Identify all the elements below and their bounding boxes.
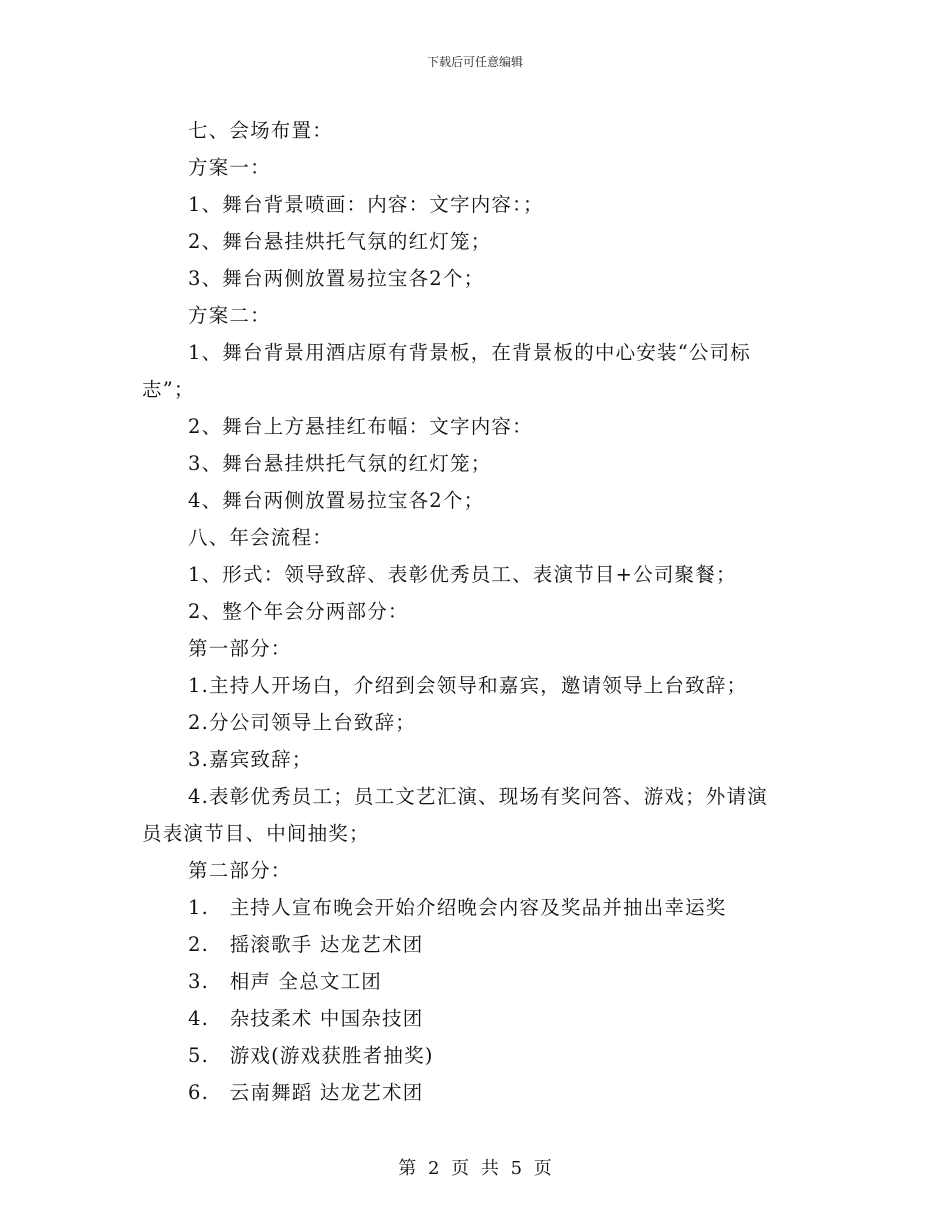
paragraph-line: 员表演节目、中间抽奖； <box>142 822 370 845</box>
paragraph-line: 4. 杂技柔术 中国杂技团 <box>188 1007 424 1030</box>
paragraph-line: 2、舞台悬挂烘托气氛的红灯笼； <box>188 230 492 253</box>
paragraph-line: 方案一： <box>188 156 271 179</box>
paragraph-line: 2. 摇滚歌手 达龙艺术团 <box>188 933 424 956</box>
paragraph-line: 2.分公司领导上台致辞； <box>188 711 417 734</box>
paragraph-line: 第一部分： <box>188 637 292 660</box>
paragraph-line: 1、舞台背景喷画：内容：文字内容：； <box>188 193 544 216</box>
paragraph-line: 3、舞台悬挂烘托气氛的红灯笼； <box>188 452 492 475</box>
paragraph-line: 6. 云南舞蹈 达龙艺术团 <box>188 1081 424 1104</box>
paragraph-line: 4、舞台两侧放置易拉宝各2个； <box>188 489 485 512</box>
paragraph-line: 5. 游戏(游戏获胜者抽奖) <box>188 1044 434 1067</box>
paragraph-line: 1、舞台背景用酒店原有背景板，在背景板的中心安装“公司标 <box>188 341 751 364</box>
paragraph-line: 3.嘉宾致辞； <box>188 748 313 771</box>
page-header-note: 下载后可任意编辑 <box>426 55 523 69</box>
paragraph-line: 3. 相声 全总文工团 <box>188 970 383 993</box>
paragraph-line: 3、舞台两侧放置易拉宝各2个； <box>188 267 485 290</box>
paragraph-line: 4.表彰优秀员工；员工文艺汇演、现场有奖问答、游戏；外请演 <box>188 785 768 808</box>
paragraph-line: 2、整个年会分两部分： <box>188 600 409 623</box>
paragraph-line: 七、会场布置： <box>188 119 333 142</box>
paragraph-line: 志”； <box>142 378 195 401</box>
page-number: 第 2 页 共 5 页 <box>398 1158 552 1179</box>
paragraph-line: 方案二： <box>188 304 271 327</box>
paragraph-line: 1. 主持人宣布晚会开始介绍晚会内容及奖品并抽出幸运奖 <box>188 896 727 919</box>
paragraph-line: 2、舞台上方悬挂红布幅：文字内容： <box>188 415 533 438</box>
paragraph-line: 1、形式：领导致辞、表彰优秀员工、表演节目+公司聚餐； <box>188 563 737 586</box>
document-body <box>142 112 812 1111</box>
paragraph-line: 第二部分： <box>188 859 292 882</box>
paragraph-line: 八、年会流程： <box>188 526 333 549</box>
paragraph-line: 1.主持人开场白，介绍到会领导和嘉宾，邀请领导上台致辞； <box>188 674 748 697</box>
